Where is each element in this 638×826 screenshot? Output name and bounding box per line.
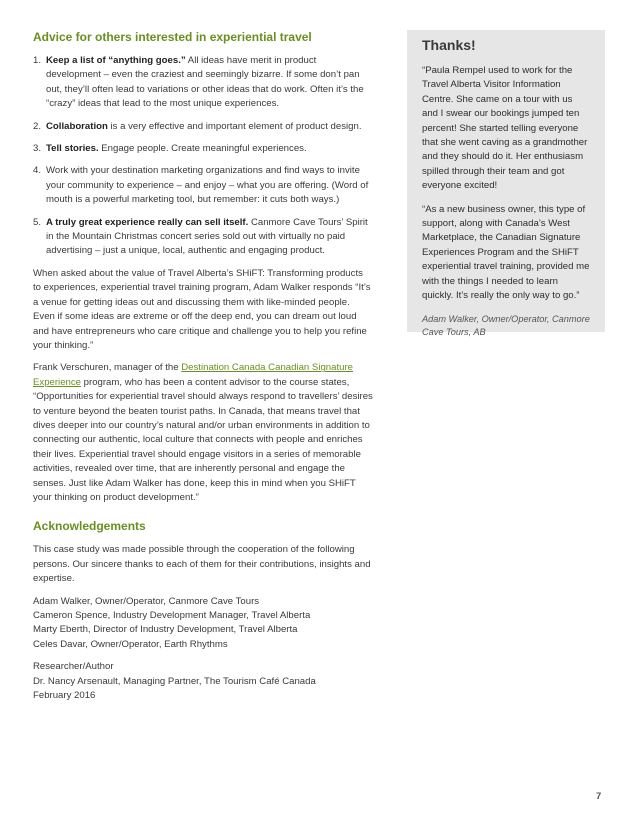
acknowledged-people (33, 595, 373, 653)
verschuren-paragraph: Frank Verschuren, manager of the Destination Canada Canadian Signature Experience program, who has been a content advisor to the course states, “Opportunities for experiential travel should always respond to travellers’ desires to venture beyond the beaten tourist paths. In Canada, that means travel that dives deeper into our country’s natural and/or urban environments in addition to connecting our authentic, local culture that connects with people and enriches their lives. Experiential travel should engage visitors in a series of memorable activities, revealed over time, that are inherently personal and engage the senses. Just like Adam Walker has done, keep this in mind when you SHiFT your thinking on product development.” (33, 362, 373, 503)
person-line: Marty Eberth, Director of Industry Development, Travel Alberta (33, 624, 298, 636)
person-line: Cameron Spence, Industry Development Manager, Travel Alberta (33, 610, 311, 621)
advice-item-lead: A truly great experience really can sell itself. (46, 216, 249, 228)
acknowledgements-heading: Acknowledgements (33, 519, 146, 534)
signature-experience-link[interactable]: Destination Canada Canadian Signature Experience (33, 362, 353, 388)
main-column (33, 30, 373, 703)
advice-item-number: 3. (33, 143, 42, 155)
sidebar-attribution: Adam Walker, Owner/Operator, Canmore Cave Tours, AB (422, 313, 590, 337)
acknowledgements-intro: This case study was made possible through the cooperation of the following persons. Our sincere thanks to each of them for their contributions, insights and expertise. (33, 544, 371, 585)
advice-item-number: 2. (33, 120, 42, 132)
advice-item-number: 5. (33, 216, 42, 228)
thanks-sidebar (407, 30, 605, 337)
sidebar-title: Thanks! (422, 37, 476, 53)
person-line: Celes Davar, Owner/Operator, Earth Rhythms (33, 638, 228, 650)
advice-list (33, 54, 373, 259)
advice-item-text: Canmore Cave Tours’ Spirit in the Mountain Christmas concert series sold out with virtually no paid advertising – just a unique, local, authentic and engaging product. (46, 216, 368, 257)
advice-item-number: 4. (33, 165, 42, 177)
sidebar-quote: “As a new business owner, this type of support, along with Canada’s West Marketplace, the Canadian Signature Experiences Program and the SHiFT experiential travel training, provided me with the things I needed to learn quickly. It’s really the only way to go.” (422, 203, 590, 302)
advice-item-text: All ideas have merit in product development – even the craziest and seemingly bizarre. If some don’t pan out, they’ll often lead to variations or other ideas that do work. Often it’s the “crazy” ideas that lead to the most unique experiences. (46, 55, 364, 110)
advice-item (33, 164, 373, 207)
advice-item (33, 54, 373, 112)
advice-item (33, 142, 373, 156)
advice-item-text: is a very effective and important element of product design. (107, 120, 362, 132)
advice-heading: Advice for others interested in experiential travel (33, 30, 312, 44)
person-line: Adam Walker, Owner/Operator, Canmore Cave Tours (33, 595, 260, 607)
page-number: 7 (596, 791, 602, 802)
advice-item (33, 120, 373, 134)
advice-item-text: Engage people. Create meaningful experiences. (98, 143, 307, 155)
sidebar-quote: “Paula Rempel used to work for the Travel Alberta Visitor Information Centre. She came on a tour with us and I swear our bookings jumped ten percent! She started telling everyone that she went caving as a grandmother and they should do it. Her enthusiasm spilled through their team and got everyone excited! (422, 65, 588, 192)
walker-paragraph: When asked about the value of Travel Alberta’s SHiFT: Transforming products to experiences, experiential travel training program, Adam Walker responds “It’s a venue for getting ideas out and discussing them with like-minded people. Even if some ideas are extreme or off the deep end, you can dream out loud and have entrepreneurs who care critique and challenge you to help you refine your thinking.” (33, 267, 371, 351)
advice-item-text: Work with your destination marketing organizations and find ways to invite your community to experience – and enjoy – what you are offering. (Word of mouth is a powerful marketing tool, but remember: it cuts both ways.) (46, 165, 369, 206)
researcher-block (33, 660, 373, 703)
publication-date: February 2016 (33, 690, 96, 702)
researcher-label: Researcher/Author (33, 661, 114, 673)
advice-item-lead: Collaboration (46, 120, 108, 132)
researcher-name: Dr. Nancy Arsenault, Managing Partner, The Tourism Café Canada (33, 675, 316, 687)
advice-item-lead: Tell stories. (46, 143, 99, 155)
advice-item (33, 216, 373, 259)
advice-item-number: 1. (33, 55, 42, 66)
advice-item-lead: Keep a list of “anything goes.” (46, 55, 186, 66)
